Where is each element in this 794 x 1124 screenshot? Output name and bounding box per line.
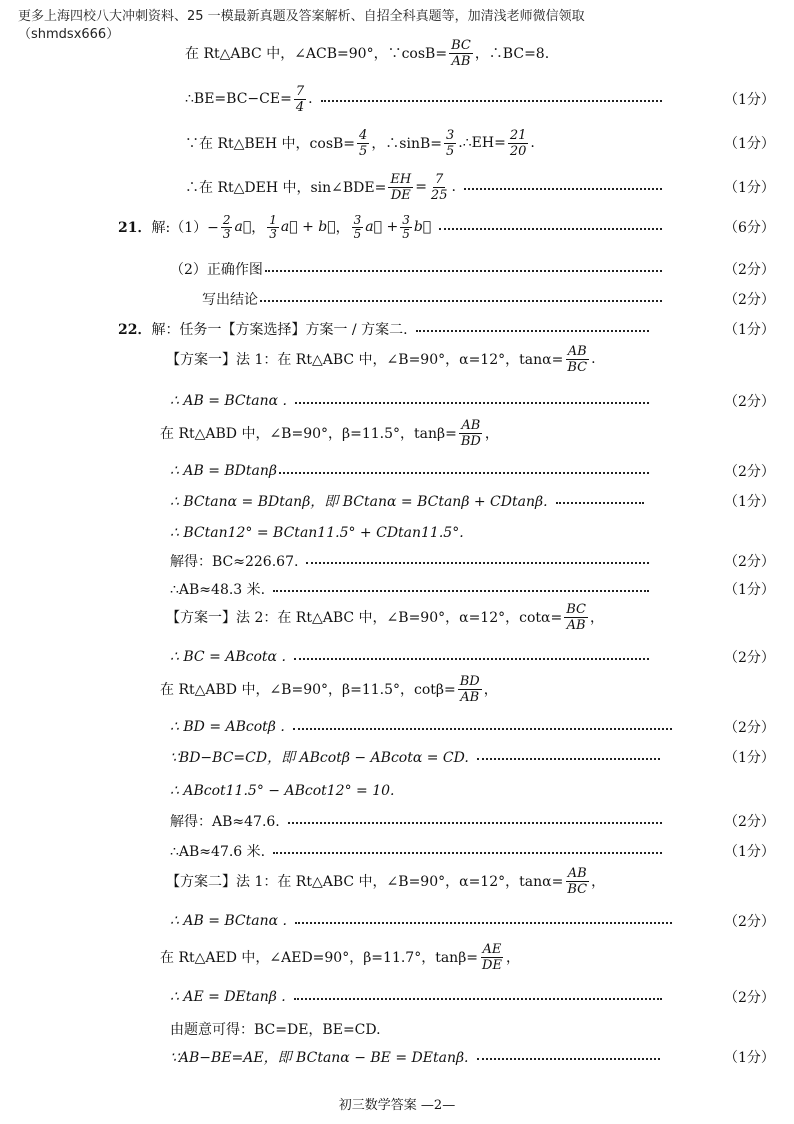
- answer-line: [0, 942, 794, 972]
- leader-dots: [464, 188, 662, 190]
- leader-dots: [273, 590, 649, 592]
- text: .: [308, 91, 313, 107]
- answer-line: [0, 742, 794, 772]
- answer-line: [0, 674, 794, 704]
- denominator: 3: [222, 226, 231, 241]
- leader-dots: [273, 852, 662, 854]
- fraction: [388, 172, 413, 203]
- fraction: [352, 214, 364, 241]
- numerator: EH: [390, 171, 412, 187]
- denominator: DE: [482, 957, 502, 973]
- answer-line: [0, 906, 794, 936]
- text: ，∴sinB=: [371, 136, 443, 152]
- fraction: [480, 942, 504, 973]
- answer-line: [0, 1014, 794, 1044]
- answer-line: [0, 836, 794, 866]
- denominator: 5: [353, 226, 362, 241]
- numerator: AB: [567, 865, 587, 881]
- answer-line: [0, 642, 794, 672]
- answer-line: [0, 456, 794, 486]
- answer-line: [0, 574, 794, 604]
- leader-dots: [556, 502, 644, 504]
- answer-line: [0, 38, 794, 68]
- numerator: AB: [461, 417, 481, 433]
- fraction: [221, 214, 233, 241]
- numerator: 3: [446, 127, 455, 143]
- denominator: 25: [430, 187, 448, 203]
- points: （1分）: [724, 1050, 775, 1066]
- points: （1分）: [724, 750, 775, 766]
- text: ∴AB≈48.3 米.: [170, 582, 266, 598]
- text: 解:（1）−: [151, 220, 219, 236]
- promo-line-2: （shmdsx666）: [18, 27, 120, 42]
- text: 在 Rt△AED 中，∠AED=90°，β=11.7°，tanβ=: [160, 950, 479, 966]
- text: ∴在 Rt△DEH 中，sin∠BDE=: [185, 180, 387, 196]
- points: （1分）: [724, 322, 775, 338]
- text: ，: [483, 682, 498, 698]
- fraction: [449, 38, 473, 69]
- question-number: 22．: [118, 322, 152, 338]
- numerator: BC: [451, 37, 471, 53]
- leader-dots: [306, 562, 649, 564]
- text: 解得：AB≈47.6.: [170, 814, 280, 830]
- denominator: 5: [446, 143, 455, 159]
- answer-line: [0, 418, 794, 448]
- text: （2）正确作图: [170, 262, 263, 278]
- fraction: [400, 214, 412, 241]
- question-number: 21．: [118, 220, 152, 236]
- points: （1分）: [724, 180, 775, 196]
- fraction: [444, 128, 456, 159]
- points: （1分）: [724, 92, 775, 108]
- leader-dots: [265, 270, 662, 272]
- text: ，∴BC=8.: [474, 46, 550, 62]
- answer-line: [0, 546, 794, 576]
- text: 解：任务一【方案选择】方案一 / 方案二.: [151, 322, 408, 338]
- text: ∴ AB = BCtanα .: [170, 393, 287, 409]
- fraction: [294, 84, 306, 115]
- points: （2分）: [724, 990, 775, 1006]
- points: （2分）: [724, 464, 775, 480]
- numerator: BC: [566, 601, 586, 617]
- answer-line: [0, 212, 794, 242]
- text: ∴ BD = ABcotβ .: [170, 719, 285, 735]
- text: 在 Rt△ABD 中，∠B=90°，β=11.5°，tanβ=: [160, 426, 457, 442]
- text: ，: [505, 950, 520, 966]
- text: ∵AB−BE=AE，即 BCtanα − BE = DEtanβ.: [170, 1050, 469, 1066]
- text: ，: [251, 220, 266, 236]
- denominator: BC: [567, 881, 588, 897]
- text: ∴ BCtan12° = BCtan11.5° + CDtan11.5°.: [170, 525, 464, 541]
- denominator: 3: [269, 226, 277, 241]
- fraction: [565, 344, 589, 375]
- numerator: AB: [567, 343, 587, 359]
- fraction: [429, 172, 450, 203]
- leader-dots: [477, 758, 660, 760]
- numerator: 7: [435, 171, 444, 187]
- text: ∵BD−BC=CD，即 ABcotβ − ABcotα = CD.: [170, 750, 469, 766]
- text: .: [451, 179, 456, 195]
- text: ∴ ABcot11.5° − ABcot12° = 10.: [170, 783, 395, 799]
- numerator: 4: [359, 127, 368, 143]
- text: ，: [591, 874, 606, 890]
- text: 在 Rt△ABC 中，∠ACB=90°，∵cosB=: [185, 46, 448, 62]
- fraction: [458, 674, 482, 705]
- text: ∴ AB = BDtanβ: [170, 463, 277, 479]
- numerator: AE: [482, 941, 502, 957]
- points: （2分）: [724, 650, 775, 666]
- denominator: 5: [402, 226, 410, 241]
- leader-dots: [416, 330, 649, 332]
- denominator: AB: [451, 53, 471, 69]
- points: （1分）: [724, 136, 775, 152]
- numerator: 1: [269, 212, 277, 227]
- answer-line: [0, 1042, 794, 1072]
- denominator: 5: [359, 143, 368, 159]
- points: （2分）: [724, 914, 775, 930]
- answer-line: [0, 84, 794, 114]
- denominator: 20: [509, 143, 527, 159]
- numerator: 7: [295, 83, 305, 99]
- points: （2分）: [724, 720, 775, 736]
- text: ∴ BCtanα = BDtanβ，即 BCtanα = BCtanβ + CDtanβ.: [170, 494, 548, 510]
- points: （2分）: [724, 262, 775, 278]
- answer-line: [0, 284, 794, 314]
- answer-line: [0, 982, 794, 1012]
- answer-line: [0, 866, 794, 896]
- vector: a⃗: [234, 219, 252, 235]
- answer-line: [0, 344, 794, 374]
- answer-line: [0, 172, 794, 202]
- text: ∴AB≈47.6 米.: [170, 844, 266, 860]
- points: （2分）: [724, 814, 775, 830]
- text: 【方案一】法 1：在 Rt△ABC 中，∠B=90°，α=12°，tanα=: [166, 352, 564, 368]
- leader-dots: [295, 402, 649, 404]
- denominator: 4: [295, 99, 305, 115]
- numerator: 3: [353, 212, 362, 227]
- answer-line: [0, 254, 794, 284]
- fraction: [564, 602, 588, 633]
- fraction: [459, 418, 483, 449]
- leader-dots: [294, 998, 662, 1000]
- text: .: [530, 135, 535, 151]
- fraction: [357, 128, 369, 159]
- answer-line: [0, 486, 794, 516]
- points: （2分）: [724, 394, 775, 410]
- leader-dots: [293, 728, 672, 730]
- text: ∴ AE = DEtanβ .: [170, 989, 286, 1005]
- text: ，: [335, 220, 350, 236]
- answer-line: [0, 602, 794, 632]
- numerator: 21: [509, 127, 527, 143]
- text: 解得：BC≈226.67.: [170, 554, 299, 570]
- text: ，: [589, 610, 604, 626]
- text: 写出结论: [202, 292, 258, 308]
- text: =: [415, 179, 427, 195]
- leader-dots: [279, 472, 649, 474]
- answer-line: [0, 806, 794, 836]
- vector: a⃗ + b⃗: [280, 219, 336, 235]
- numerator: 2: [222, 212, 231, 227]
- points: （1分）: [724, 494, 775, 510]
- text: 在 Rt△ABD 中，∠B=90°，β=11.5°，cotβ=: [160, 682, 456, 698]
- text: 【方案二】法 1：在 Rt△ABC 中，∠B=90°，α=12°，tanα=: [166, 874, 564, 890]
- numerator: BD: [459, 673, 480, 689]
- numerator: 3: [402, 212, 410, 227]
- leader-dots: [288, 822, 662, 824]
- text: ∵在 Rt△BEH 中，cosB=: [185, 136, 356, 152]
- leader-dots: [477, 1058, 660, 1060]
- text: .: [591, 351, 596, 367]
- text: ，: [484, 426, 499, 442]
- points: （2分）: [724, 292, 775, 308]
- answer-line: [0, 386, 794, 416]
- page-footer: 初三数学答案 —2—: [338, 1098, 456, 1113]
- answer-line: [0, 314, 794, 344]
- leader-dots: [260, 300, 662, 302]
- fraction: [508, 128, 529, 159]
- vector: b⃗: [413, 219, 432, 235]
- leader-dots: [295, 922, 672, 924]
- points: （6分）: [724, 220, 775, 236]
- answer-line: [0, 518, 794, 548]
- points: （1分）: [724, 582, 775, 598]
- fraction: [565, 866, 589, 897]
- text: ∴ AB = BCtanα .: [170, 913, 287, 929]
- text: ∴ BC = ABcotα .: [170, 649, 286, 665]
- answer-line: [0, 712, 794, 742]
- vector: a⃗ +: [365, 219, 399, 235]
- promo-line-1: 更多上海四校八大冲刺资料、25 一模最新真题及答案解析、自招全科真题等，加清浅老师微信领取: [18, 9, 585, 24]
- text: .∴EH=: [458, 135, 506, 151]
- leader-dots: [321, 100, 662, 102]
- denominator: AB: [460, 689, 480, 705]
- denominator: BD: [460, 433, 481, 449]
- denominator: DE: [390, 187, 411, 203]
- answer-line: [0, 128, 794, 158]
- answer-line: [0, 776, 794, 806]
- leader-dots: [439, 228, 662, 230]
- text: 【方案一】法 2：在 Rt△ABC 中，∠B=90°，α=12°，cotα=: [166, 610, 563, 626]
- denominator: BC: [567, 359, 588, 375]
- points: （2分）: [724, 554, 775, 570]
- fraction: [267, 214, 279, 241]
- denominator: AB: [566, 617, 586, 633]
- points: （1分）: [724, 844, 775, 860]
- text: 由题意可得：BC=DE，BE=CD.: [170, 1022, 381, 1038]
- leader-dots: [294, 658, 649, 660]
- text: ∴BE=BC−CE=: [185, 91, 292, 107]
